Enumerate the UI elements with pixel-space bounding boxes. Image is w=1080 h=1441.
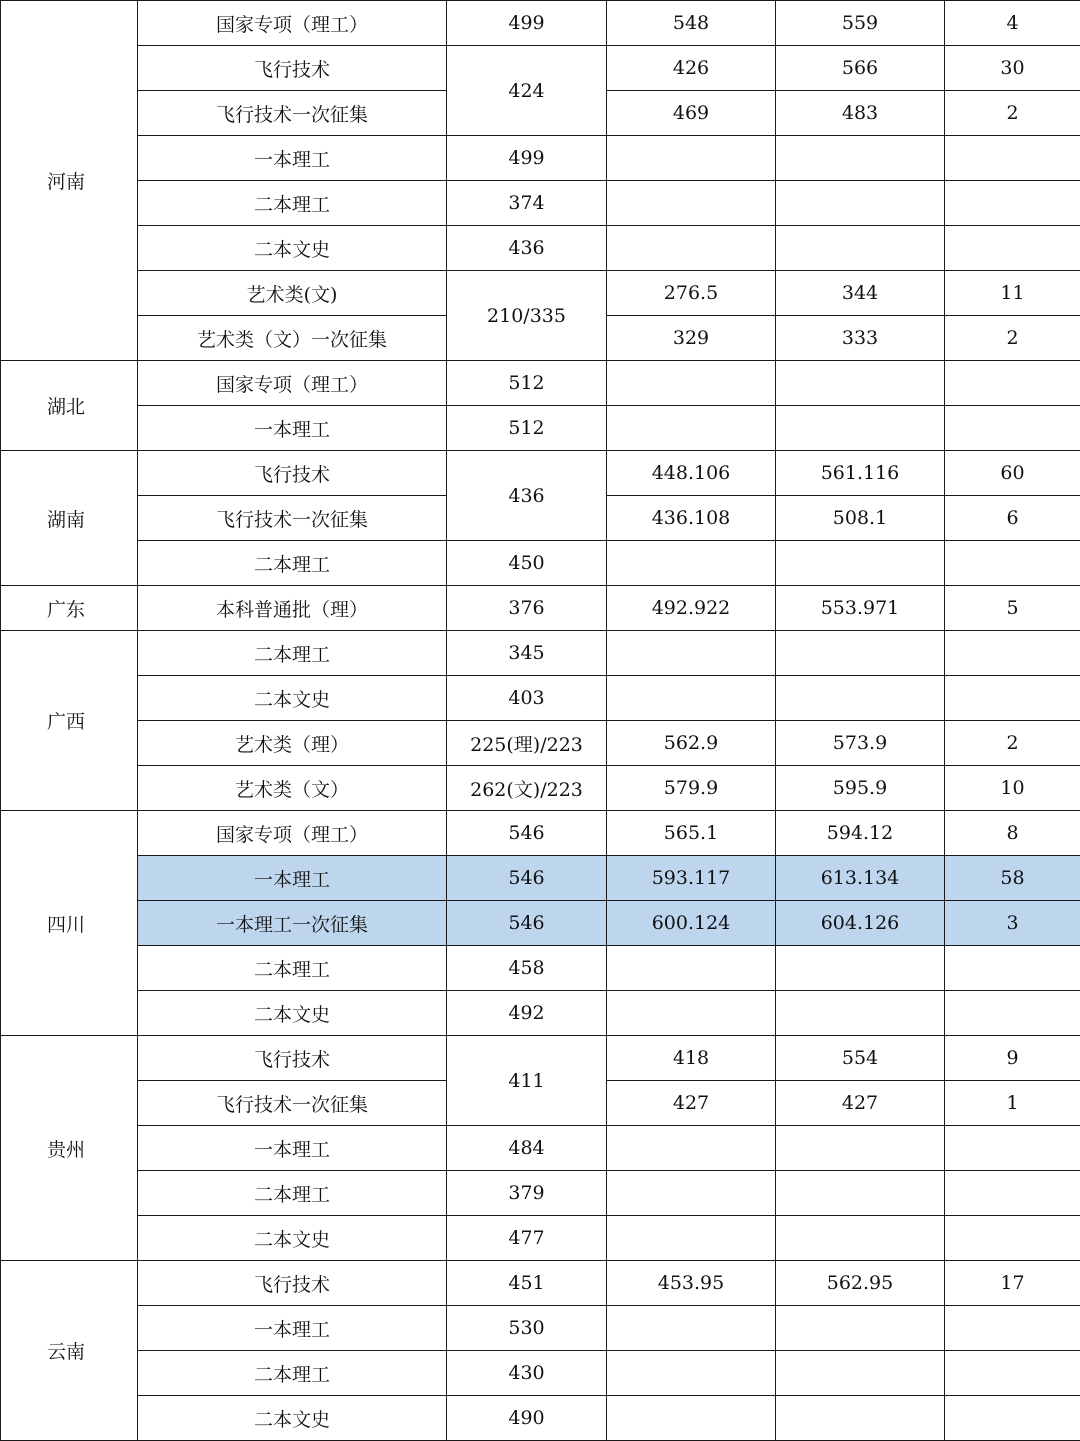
max-score-cell: 559 [776, 1, 945, 46]
min-score-cell: 565.1 [607, 811, 776, 856]
max-score-cell [776, 991, 945, 1036]
control-line-cell: 499 [447, 1, 607, 46]
table-row [1, 406, 1080, 451]
max-score-cell [776, 676, 945, 721]
table-row [1, 1126, 1080, 1171]
table-row [1, 1171, 1080, 1216]
min-score-cell [607, 631, 776, 676]
control-line-cell: 379 [447, 1171, 607, 1216]
table-row [1, 991, 1080, 1036]
province-cell: 广西 [1, 631, 138, 811]
min-score-cell: 593.117 [607, 856, 776, 901]
max-score-cell [776, 226, 945, 271]
highlighted-table-row [1, 856, 1080, 901]
max-score-cell [776, 406, 945, 451]
count-cell: 2 [945, 91, 1080, 136]
control-line-cell: 512 [447, 361, 607, 406]
table-row [1, 361, 1080, 406]
min-score-cell [607, 136, 776, 181]
control-line-cell: 345 [447, 631, 607, 676]
batch-cell: 二本文史 [138, 991, 447, 1036]
control-line-cell: 430 [447, 1351, 607, 1396]
min-score-cell [607, 946, 776, 991]
table-row [1, 766, 1080, 811]
count-cell [945, 361, 1080, 406]
province-cell: 广东 [1, 586, 138, 631]
batch-cell: 二本文史 [138, 676, 447, 721]
max-score-cell: 554 [776, 1036, 945, 1081]
table-row [1, 586, 1080, 631]
max-score-cell [776, 181, 945, 226]
min-score-cell: 548 [607, 1, 776, 46]
batch-cell: 一本理工一次征集 [138, 901, 447, 946]
table-row [1, 1351, 1080, 1396]
control-line-cell: 451 [447, 1261, 607, 1306]
batch-cell: 飞行技术 [138, 1261, 447, 1306]
batch-cell: 飞行技术 [138, 1036, 447, 1081]
max-score-cell: 561.116 [776, 451, 945, 496]
min-score-cell: 436.108 [607, 496, 776, 541]
min-score-cell [607, 1126, 776, 1171]
table-row [1, 1, 1080, 46]
max-score-cell: 604.126 [776, 901, 945, 946]
batch-cell: 国家专项（理工） [138, 811, 447, 856]
count-cell: 17 [945, 1261, 1080, 1306]
table-row [1, 136, 1080, 181]
control-line-cell: 262(文)/223 [447, 766, 607, 811]
batch-cell: 二本文史 [138, 226, 447, 271]
min-score-cell [607, 991, 776, 1036]
control-line-cell: 436 [447, 226, 607, 271]
max-score-cell: 344 [776, 271, 945, 316]
control-line-cell: 458 [447, 946, 607, 991]
min-score-cell [607, 361, 776, 406]
control-line-cell: 490 [447, 1396, 607, 1441]
table-row [1, 46, 1080, 91]
min-score-cell: 469 [607, 91, 776, 136]
batch-cell: 飞行技术一次征集 [138, 91, 447, 136]
control-line-cell: 225(理)/223 [447, 721, 607, 766]
batch-cell: 二本理工 [138, 946, 447, 991]
max-score-cell [776, 1351, 945, 1396]
count-cell [945, 181, 1080, 226]
control-line-cell: 546 [447, 856, 607, 901]
table-row [1, 1396, 1080, 1441]
max-score-cell [776, 1306, 945, 1351]
table-row [1, 676, 1080, 721]
batch-cell: 一本理工 [138, 1306, 447, 1351]
control-line-cell: 546 [447, 901, 607, 946]
count-cell: 9 [945, 1036, 1080, 1081]
batch-cell: 二本理工 [138, 541, 447, 586]
min-score-cell: 427 [607, 1081, 776, 1126]
count-cell: 3 [945, 901, 1080, 946]
province-cell: 湖南 [1, 451, 138, 586]
table-row [1, 226, 1080, 271]
batch-cell: 国家专项（理工） [138, 361, 447, 406]
min-score-cell: 276.5 [607, 271, 776, 316]
max-score-cell [776, 1171, 945, 1216]
count-cell: 2 [945, 721, 1080, 766]
batch-cell: 一本理工 [138, 856, 447, 901]
max-score-cell [776, 1216, 945, 1261]
province-cell: 湖北 [1, 361, 138, 451]
batch-cell: 艺术类(文) [138, 271, 447, 316]
batch-cell: 二本理工 [138, 1171, 447, 1216]
control-line-cell: 436 [447, 451, 607, 541]
count-cell [945, 991, 1080, 1036]
max-score-cell: 483 [776, 91, 945, 136]
control-line-cell: 424 [447, 46, 607, 136]
max-score-cell [776, 1126, 945, 1171]
count-cell [945, 1216, 1080, 1261]
count-cell [945, 631, 1080, 676]
control-line-cell: 492 [447, 991, 607, 1036]
highlighted-table-row [1, 901, 1080, 946]
table-row [1, 1036, 1080, 1081]
batch-cell: 二本理工 [138, 1351, 447, 1396]
control-line-cell: 450 [447, 541, 607, 586]
batch-cell: 艺术类（文） [138, 766, 447, 811]
batch-cell: 二本理工 [138, 631, 447, 676]
min-score-cell: 448.106 [607, 451, 776, 496]
batch-cell: 艺术类（理） [138, 721, 447, 766]
batch-cell: 艺术类（文）一次征集 [138, 316, 447, 361]
count-cell: 10 [945, 766, 1080, 811]
province-cell: 云南 [1, 1261, 138, 1441]
min-score-cell: 426 [607, 46, 776, 91]
control-line-cell: 477 [447, 1216, 607, 1261]
count-cell [945, 1306, 1080, 1351]
min-score-cell [607, 1171, 776, 1216]
max-score-cell: 333 [776, 316, 945, 361]
batch-cell: 飞行技术一次征集 [138, 1081, 447, 1126]
count-cell: 6 [945, 496, 1080, 541]
min-score-cell: 492.922 [607, 586, 776, 631]
batch-cell: 一本理工 [138, 406, 447, 451]
control-line-cell: 376 [447, 586, 607, 631]
count-cell [945, 136, 1080, 181]
min-score-cell [607, 406, 776, 451]
count-cell [945, 541, 1080, 586]
count-cell: 8 [945, 811, 1080, 856]
count-cell [945, 1396, 1080, 1441]
count-cell: 58 [945, 856, 1080, 901]
province-cell: 贵州 [1, 1036, 138, 1261]
count-cell [945, 676, 1080, 721]
max-score-cell: 427 [776, 1081, 945, 1126]
max-score-cell [776, 946, 945, 991]
control-line-cell: 374 [447, 181, 607, 226]
table-row [1, 811, 1080, 856]
min-score-cell [607, 676, 776, 721]
count-cell: 1 [945, 1081, 1080, 1126]
province-cell: 四川 [1, 811, 138, 1036]
control-line-cell: 210/335 [447, 271, 607, 361]
count-cell [945, 406, 1080, 451]
batch-cell: 一本理工 [138, 1126, 447, 1171]
min-score-cell [607, 1306, 776, 1351]
batch-cell: 飞行技术 [138, 46, 447, 91]
min-score-cell: 579.9 [607, 766, 776, 811]
min-score-cell [607, 226, 776, 271]
min-score-cell: 562.9 [607, 721, 776, 766]
control-line-cell: 484 [447, 1126, 607, 1171]
max-score-cell [776, 361, 945, 406]
min-score-cell [607, 1351, 776, 1396]
min-score-cell [607, 1396, 776, 1441]
table-row [1, 1306, 1080, 1351]
min-score-cell: 453.95 [607, 1261, 776, 1306]
table-row [1, 541, 1080, 586]
batch-cell: 本科普通批（理） [138, 586, 447, 631]
control-line-cell: 530 [447, 1306, 607, 1351]
table-row [1, 946, 1080, 991]
table-row [1, 1216, 1080, 1261]
max-score-cell: 508.1 [776, 496, 945, 541]
max-score-cell: 553.971 [776, 586, 945, 631]
batch-cell: 飞行技术 [138, 451, 447, 496]
province-cell: 河南 [1, 1, 138, 361]
max-score-cell: 562.95 [776, 1261, 945, 1306]
min-score-cell: 329 [607, 316, 776, 361]
count-cell [945, 1171, 1080, 1216]
table-row [1, 1261, 1080, 1306]
max-score-cell [776, 1396, 945, 1441]
min-score-cell [607, 1216, 776, 1261]
batch-cell: 国家专项（理工） [138, 1, 447, 46]
count-cell [945, 946, 1080, 991]
batch-cell: 二本文史 [138, 1216, 447, 1261]
table-row [1, 451, 1080, 496]
min-score-cell [607, 541, 776, 586]
control-line-cell: 411 [447, 1036, 607, 1126]
control-line-cell: 512 [447, 406, 607, 451]
max-score-cell: 566 [776, 46, 945, 91]
control-line-cell: 403 [447, 676, 607, 721]
table-row [1, 271, 1080, 316]
count-cell [945, 226, 1080, 271]
max-score-cell: 594.12 [776, 811, 945, 856]
min-score-cell: 600.124 [607, 901, 776, 946]
max-score-cell [776, 541, 945, 586]
min-score-cell: 418 [607, 1036, 776, 1081]
batch-cell: 二本文史 [138, 1396, 447, 1441]
max-score-cell: 613.134 [776, 856, 945, 901]
min-score-cell [607, 181, 776, 226]
count-cell: 60 [945, 451, 1080, 496]
batch-cell: 飞行技术一次征集 [138, 496, 447, 541]
batch-cell: 二本理工 [138, 181, 447, 226]
batch-cell: 一本理工 [138, 136, 447, 181]
max-score-cell: 595.9 [776, 766, 945, 811]
count-cell [945, 1351, 1080, 1396]
table-row [1, 721, 1080, 766]
control-line-cell: 499 [447, 136, 607, 181]
max-score-cell: 573.9 [776, 721, 945, 766]
count-cell [945, 1126, 1080, 1171]
table-row [1, 181, 1080, 226]
max-score-cell [776, 136, 945, 181]
count-cell: 5 [945, 586, 1080, 631]
control-line-cell: 546 [447, 811, 607, 856]
count-cell: 11 [945, 271, 1080, 316]
max-score-cell [776, 631, 945, 676]
table-row [1, 631, 1080, 676]
count-cell: 2 [945, 316, 1080, 361]
count-cell: 30 [945, 46, 1080, 91]
count-cell: 4 [945, 1, 1080, 46]
